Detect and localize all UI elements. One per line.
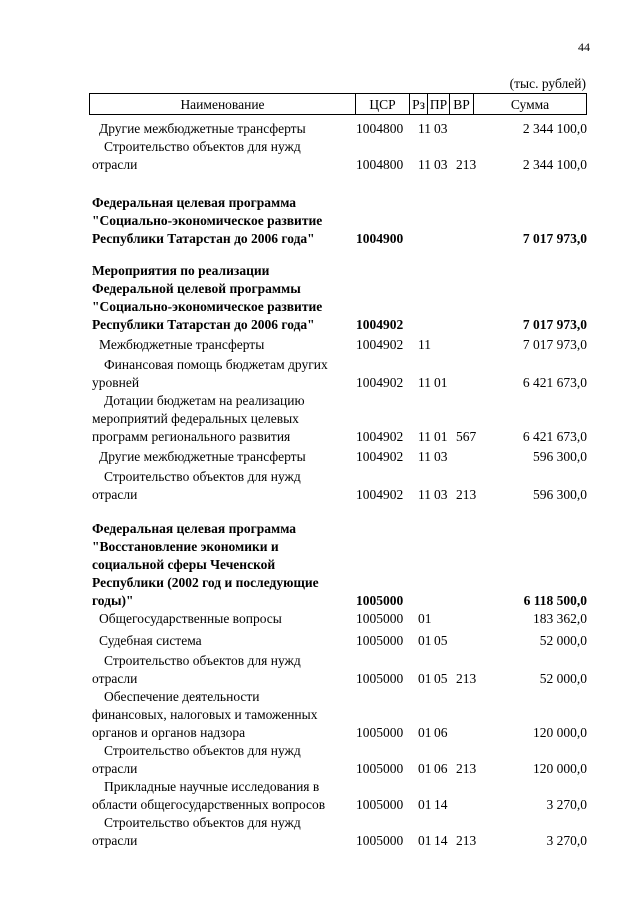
row-csr: 1004902: [356, 487, 404, 502]
row-name-line: программ регионального развития: [92, 429, 291, 444]
row-name: [92, 336, 358, 354]
row-name-line: отрасли: [92, 833, 138, 848]
row-name-line: Федеральная целевая программа: [92, 195, 297, 210]
row-csr: 1005000: [356, 671, 404, 686]
row-rz: 01: [418, 671, 432, 686]
row-rz: 11: [418, 337, 431, 352]
row-name: [92, 652, 358, 688]
row-csr: 1004900: [356, 231, 404, 246]
row-name-line: отрасли: [92, 487, 138, 502]
row-csr: 1005000: [356, 725, 404, 740]
row-pr: 14: [434, 833, 448, 848]
row-csr: 1004902: [356, 317, 404, 332]
table-row: [0, 688, 640, 742]
row-name: [92, 262, 358, 334]
row-rz: 01: [418, 761, 432, 776]
row-vr: 213: [456, 833, 477, 848]
row-name-line: Федеральная целевая программа: [92, 521, 297, 536]
header-vr: ВР: [449, 94, 473, 114]
row-amount: 6 118 500,0: [523, 593, 587, 608]
row-pr: 14: [434, 797, 448, 812]
table-row: [0, 120, 640, 138]
row-name-line: уровней: [92, 375, 140, 390]
row-rz: 11: [418, 449, 431, 464]
row-pr: 01: [434, 375, 448, 390]
row-amount: 596 300,0: [533, 487, 587, 502]
row-rz: 01: [418, 797, 432, 812]
row-name: [92, 120, 358, 138]
table-row: [0, 742, 640, 778]
row-name-line: Обеспечение деятельности: [104, 689, 260, 704]
row-name-line: "Восстановление экономики и: [92, 539, 279, 554]
table-row: [0, 336, 640, 354]
row-name-line: Прикладные научные исследования в: [104, 779, 320, 794]
row-name-line: отрасли: [92, 761, 138, 776]
row-amount: 6 421 673,0: [522, 429, 587, 444]
row-pr: 03: [434, 449, 448, 464]
header-sum: Сумма: [473, 94, 586, 114]
table-row: [0, 632, 640, 650]
row-name-line: "Социально-экономическое развитие: [92, 213, 323, 228]
row-vr: 213: [456, 157, 477, 172]
row-name: [92, 814, 358, 850]
row-name: [92, 448, 358, 466]
row-name-line: отрасли: [92, 671, 138, 686]
table-row: [0, 448, 640, 466]
row-name-line: Строительство объектов для нужд: [104, 139, 301, 154]
row-amount: 596 300,0: [533, 449, 587, 464]
row-csr: 1004902: [356, 449, 404, 464]
row-name: [92, 610, 358, 628]
table-row: [0, 194, 640, 248]
row-name-line: Другие межбюджетные трансферты: [99, 449, 306, 464]
row-csr: 1005000: [356, 611, 404, 626]
row-name-line: Финансовая помощь бюджетам других: [104, 357, 328, 372]
table-row: [0, 778, 640, 814]
row-name-line: Федеральной целевой программы: [92, 281, 301, 296]
row-vr: 213: [456, 761, 477, 776]
row-amount: 7 017 973,0: [522, 337, 587, 352]
row-amount: 120 000,0: [533, 725, 587, 740]
header-csr: ЦСР: [355, 94, 409, 114]
units-label: (тыс. рублей): [509, 76, 586, 91]
row-name-line: Строительство объектов для нужд: [104, 469, 301, 484]
page-number: 44: [578, 40, 590, 54]
row-name-line: Общегосударственные вопросы: [99, 611, 282, 626]
row-name-line: Судебная система: [99, 633, 202, 648]
row-name-line: Дотации бюджетам на реализацию: [104, 393, 305, 408]
row-name: [92, 468, 358, 504]
header-rz: Рз: [409, 94, 427, 114]
table-row: [0, 262, 640, 334]
row-rz: 11: [418, 157, 431, 172]
row-csr: 1004902: [356, 429, 404, 444]
row-vr: 213: [456, 487, 477, 502]
row-rz: 01: [418, 833, 432, 848]
row-rz: 11: [418, 429, 431, 444]
row-amount: 7 017 973,0: [522, 231, 587, 246]
row-csr: 1004800: [356, 121, 404, 136]
row-name-line: области общегосударственных вопросов: [92, 797, 326, 812]
row-csr: 1004902: [356, 337, 404, 352]
row-name-line: Республики Татарстан до 2006 года": [92, 231, 315, 246]
row-name: [92, 688, 358, 742]
row-name: [92, 520, 358, 610]
row-name: [92, 778, 358, 814]
row-name-line: Республики (2002 год и последующие: [92, 575, 319, 590]
row-amount: 183 362,0: [533, 611, 587, 626]
row-name-line: годы)": [92, 593, 134, 608]
row-amount: 52 000,0: [539, 671, 587, 686]
row-csr: 1005000: [356, 593, 404, 608]
row-vr: 567: [456, 429, 477, 444]
table-row: [0, 392, 640, 446]
row-pr: 01: [434, 429, 448, 444]
row-csr: 1005000: [356, 633, 404, 648]
row-name-line: финансовых, налоговых и таможенных: [92, 707, 318, 722]
row-name-line: отрасли: [92, 157, 138, 172]
row-amount: 3 270,0: [546, 833, 587, 848]
row-rz: 11: [418, 375, 431, 390]
row-pr: 03: [434, 121, 448, 136]
table-row: [0, 520, 640, 610]
row-name-line: социальной сферы Чеченской: [92, 557, 276, 572]
row-name-line: Межбюджетные трансферты: [99, 337, 265, 352]
row-amount: 3 270,0: [546, 797, 587, 812]
table-row: [0, 356, 640, 392]
header-pr: ПР: [427, 94, 449, 114]
table-header: [89, 93, 587, 115]
row-amount: 120 000,0: [533, 761, 587, 776]
row-csr: 1005000: [356, 797, 404, 812]
row-name: [92, 356, 358, 392]
row-name-line: Мероприятия по реализации: [92, 263, 270, 278]
row-rz: 01: [418, 633, 432, 648]
row-name: [92, 742, 358, 778]
row-csr: 1004902: [356, 375, 404, 390]
row-amount: 52 000,0: [539, 633, 587, 648]
row-name: [92, 138, 358, 174]
row-name: [92, 392, 358, 446]
row-csr: 1005000: [356, 833, 404, 848]
table-row: [0, 610, 640, 628]
row-csr: 1004800: [356, 157, 404, 172]
row-amount: 7 017 973,0: [522, 317, 587, 332]
row-name-line: органов и органов надзора: [92, 725, 246, 740]
row-pr: 05: [434, 633, 448, 648]
row-vr: 213: [456, 671, 477, 686]
row-csr: 1005000: [356, 761, 404, 776]
row-name-line: Строительство объектов для нужд: [104, 815, 301, 830]
row-rz: 01: [418, 725, 432, 740]
row-rz: 11: [418, 487, 431, 502]
row-pr: 03: [434, 487, 448, 502]
row-name-line: "Социально-экономическое развитие: [92, 299, 323, 314]
header-name: Наименование: [180, 97, 265, 112]
row-pr: 06: [434, 725, 448, 740]
row-name: [92, 632, 358, 650]
row-amount: 2 344 100,0: [522, 121, 587, 136]
row-name: [92, 194, 358, 248]
table-row: [0, 652, 640, 688]
row-name-line: Строительство объектов для нужд: [104, 653, 301, 668]
row-amount: 2 344 100,0: [522, 157, 587, 172]
row-name-line: Республики Татарстан до 2006 года": [92, 317, 315, 332]
row-pr: 06: [434, 761, 448, 776]
row-rz: 01: [418, 611, 432, 626]
table-row: [0, 138, 640, 174]
table-row: [0, 468, 640, 504]
row-rz: 11: [418, 121, 431, 136]
row-name-line: Строительство объектов для нужд: [104, 743, 301, 758]
row-pr: 03: [434, 157, 448, 172]
row-pr: 05: [434, 671, 448, 686]
row-name-line: Другие межбюджетные трансферты: [99, 121, 306, 136]
table-row: [0, 814, 640, 850]
row-name-line: мероприятий федеральных целевых: [92, 411, 299, 426]
row-amount: 6 421 673,0: [522, 375, 587, 390]
